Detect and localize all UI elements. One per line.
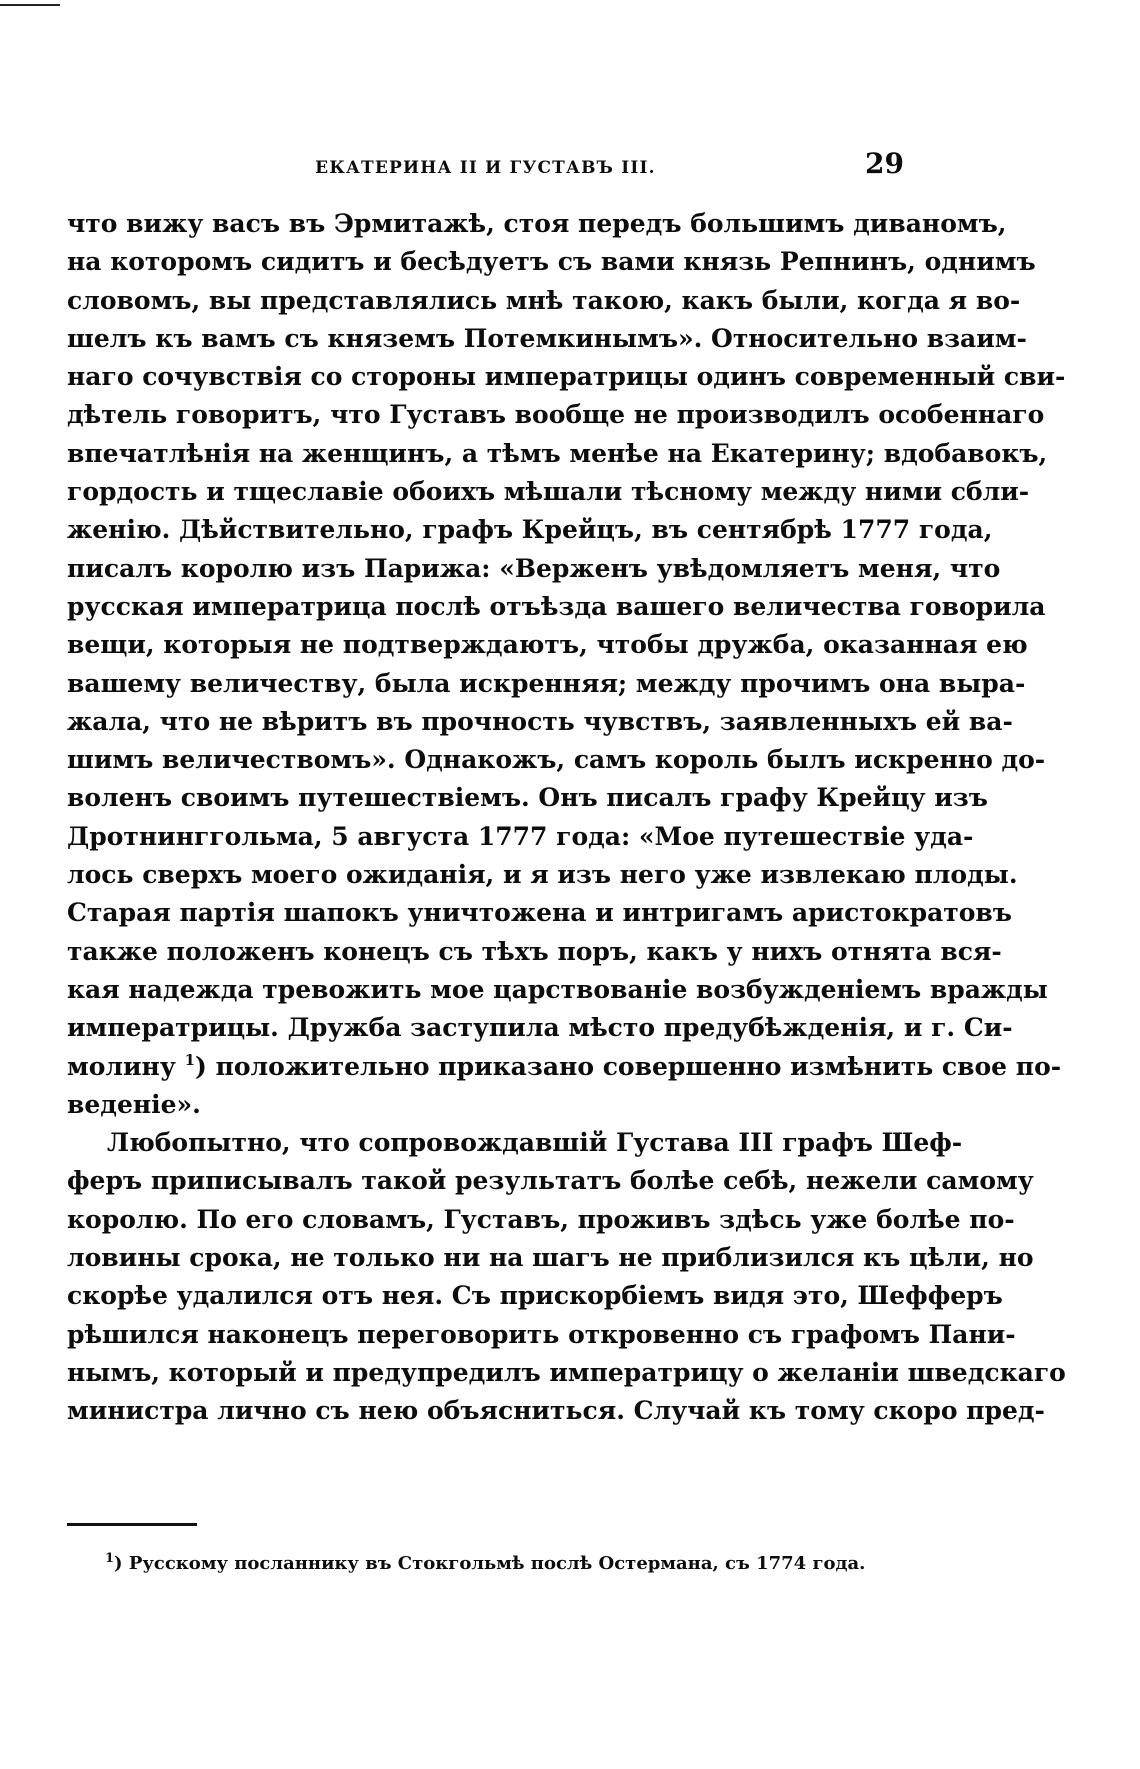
page-header — [67, 147, 904, 187]
text-line: Дротнинггольма, 5 августа 1777 года: «Мое путешествіе уда- — [67, 821, 974, 851]
text-line: министра лично съ нею объясниться. Случай къ тому скоро пред- — [67, 1396, 1045, 1426]
text-line: шимъ величествомъ». Однакожъ, самъ король былъ искренно до- — [67, 745, 1046, 775]
text-line: императрицы. Дружба заступила мѣсто предубѣжденія, и г. Си- — [67, 1013, 1013, 1043]
main-text — [67, 205, 1066, 1431]
text-line: гордость и тщеславіе обоихъ мѣшали тѣсному между ними сбли- — [67, 477, 1030, 507]
text-line: вещи, которыя не подтверждаютъ, чтобы дружба, оказанная ею — [67, 630, 1028, 660]
footnote-text: ) Русскому посланнику въ Стокгольмѣ послѣ Остермана, съ 1774 года. — [114, 1553, 866, 1574]
text-line: что вижу васъ въ Эрмитажѣ, стоя передъ большимъ диваномъ, — [67, 209, 1007, 238]
paragraph-first-line: Любопытно, что сопровождавшій Густава III графъ Шеф- — [107, 1128, 963, 1158]
text-line: Старая партія шапокъ уничтожена и интригамъ аристократовъ — [67, 898, 1012, 928]
top-edge-rule — [0, 4, 60, 6]
text-line: нымъ, который и предупредилъ императрицу о желаніи шведскаго — [67, 1357, 1066, 1387]
text-line: феръ приписывалъ такой результатъ болѣе себѣ, нежели самому — [67, 1166, 1034, 1196]
footnote-reference: 1 — [184, 1050, 196, 1069]
text-line: также положенъ конецъ съ тѣхъ поръ, какъ у нихъ отнята вся- — [67, 936, 1002, 966]
text-line-with-footnote-ref — [67, 1048, 1062, 1086]
paragraph-last-line: веденіе». — [67, 1089, 201, 1119]
text-line: женію. Дѣйствительно, графъ Крейцъ, въ сентябрѣ 1777 года, — [67, 515, 993, 545]
text-line: вашему величеству, была искренняя; между прочимъ она выра- — [67, 668, 1026, 698]
text-line: скорѣе удалился отъ нея. Съ прискорбіемъ видя это, Шефферъ — [67, 1281, 1003, 1311]
text-segment: молину — [67, 1051, 176, 1081]
text-line: словомъ, вы представлялись мнѣ такою, какъ были, когда я во- — [67, 285, 1021, 315]
footnote-marker: 1 — [105, 1551, 115, 1566]
running-title: ЕКАТЕРИНА II И ГУСТАВЪ III. — [315, 158, 656, 178]
text-line: ловины срока, не только ни на шагъ не приблизился къ цѣли, но — [67, 1243, 1034, 1273]
text-line: королю. По его словамъ, Густавъ, проживъ здѣсь уже болѣе по- — [67, 1204, 1015, 1234]
text-line: рѣшился наконецъ переговорить откровенно съ графомъ Пани- — [67, 1319, 1016, 1349]
text-line: русская императрица послѣ отъѣзда вашего величества говорила — [67, 591, 1046, 621]
text-line: воленъ своимъ путешествіемъ. Онъ писалъ графу Крейцу изъ — [67, 783, 988, 813]
page-number: 29 — [865, 147, 904, 180]
text-segment: ) положительно приказано совершенно измѣнить свое по- — [195, 1051, 1062, 1081]
text-line: впечатлѣнія на женщинъ, а тѣмъ менѣе на Екатерину; вдобавокъ, — [67, 438, 1048, 468]
footnote-divider — [67, 1523, 197, 1526]
text-line: кая надежда тревожить мое царствованіе возбужденіемъ вражды — [67, 974, 1048, 1004]
text-line: жала, что не вѣритъ въ прочность чувствъ, заявленныхъ ей ва- — [67, 706, 1013, 736]
text-line: лось сверхъ моего ожиданія, и я изъ него уже извлекаю плоды. — [67, 860, 1018, 890]
text-line: на которомъ сидитъ и бесѣдуетъ съ вами князь Репнинъ, однимъ — [67, 247, 1036, 277]
text-line: дѣтель говоритъ, что Густавъ вообще не производилъ особеннаго — [67, 400, 1045, 430]
text-line: наго сочувствія со стороны императрицы одинъ современный сви- — [67, 362, 1066, 392]
text-line: шелъ къ вамъ съ княземъ Потемкинымъ». Относительно взаим- — [67, 323, 1027, 353]
footnote — [105, 1553, 865, 1574]
text-line: писалъ королю изъ Парижа: «Верженъ увѣдомляетъ меня, что — [67, 553, 1001, 583]
